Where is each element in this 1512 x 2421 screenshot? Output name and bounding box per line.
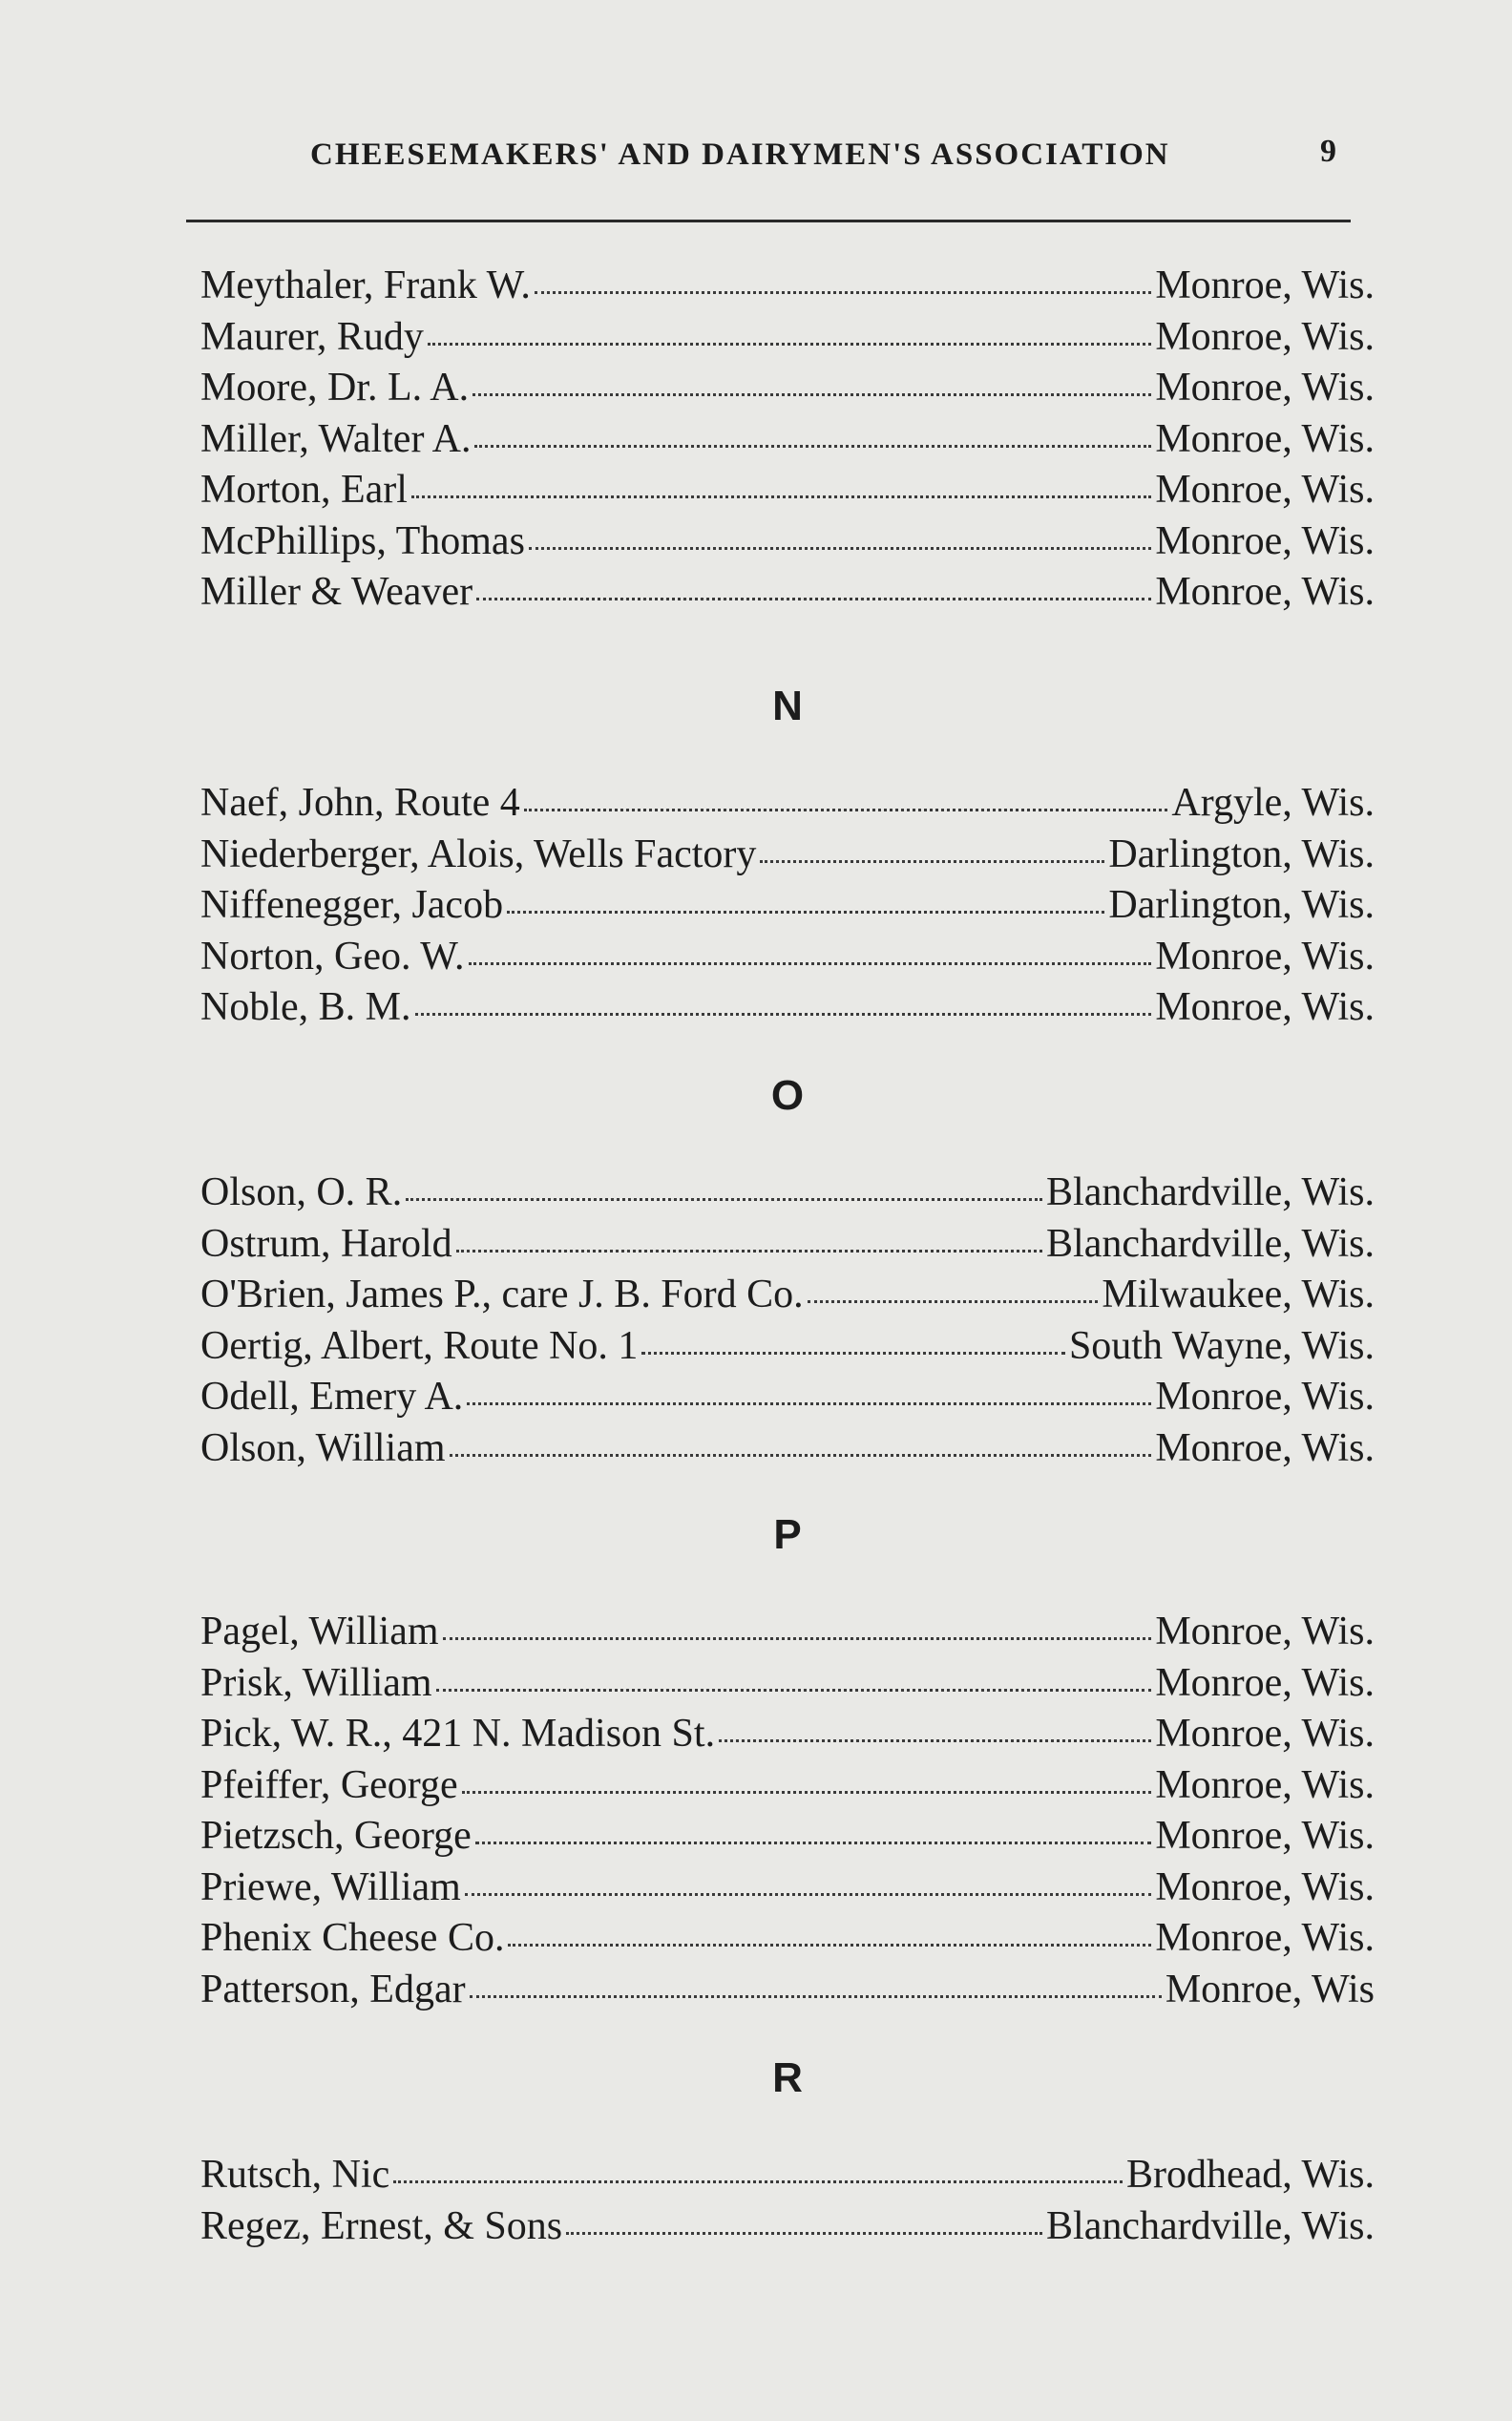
member-name: Olson, O. R. [200, 1170, 403, 1214]
dot-leader [406, 1197, 1042, 1201]
list-item [200, 518, 1375, 570]
list-item [200, 1864, 1375, 1916]
list-item [200, 365, 1375, 416]
member-location: Monroe, Wis. [1155, 263, 1375, 307]
dot-leader [470, 1994, 1162, 1998]
member-name: Miller & Weaver [200, 570, 473, 614]
dot-leader [436, 1688, 1152, 1692]
member-name: Ostrum, Harold [200, 1221, 452, 1266]
dot-leader [469, 961, 1152, 965]
member-location: Monroe, Wis. [1155, 985, 1375, 1029]
member-name: O'Brien, James P., care J. B. Ford Co. [200, 1273, 804, 1316]
member-name: Priewe, William [200, 1864, 461, 1909]
dot-leader [529, 546, 1151, 550]
section-o [200, 1063, 1375, 1476]
member-location: Monroe, Wis. [1155, 1425, 1375, 1470]
member-location: Blanchardville, Wis. [1046, 1221, 1375, 1266]
dot-leader [476, 597, 1151, 600]
dot-leader [462, 1790, 1152, 1794]
member-location: Blanchardville, Wis. [1046, 2203, 1375, 2248]
member-location: Monroe, Wis. [1155, 1864, 1375, 1909]
member-name: Olson, William [200, 1425, 446, 1470]
member-name: Norton, Geo. W. [200, 934, 465, 979]
member-location: Darlington, Wis. [1108, 883, 1375, 927]
member-name: Pick, W. R., 421 N. Madison St. [200, 1712, 716, 1756]
member-name: Prisk, William [200, 1660, 432, 1705]
dot-leader [719, 1738, 1151, 1742]
member-location: Monroe, Wis [1165, 1967, 1375, 2011]
dot-leader [474, 444, 1151, 448]
dot-leader [456, 1249, 1042, 1253]
member-name: Pagel, William [200, 1610, 439, 1653]
list-item [200, 780, 1375, 832]
list-item [200, 934, 1375, 985]
list-item [200, 263, 1375, 314]
list-item [200, 1967, 1375, 2018]
dot-leader [641, 1351, 1065, 1355]
member-name: Patterson, Edgar [200, 1967, 466, 2011]
dot-leader [535, 290, 1151, 294]
member-location: Milwaukee, Wis. [1102, 1273, 1375, 1316]
member-location: Monroe, Wis. [1155, 934, 1375, 979]
list-item [200, 416, 1375, 468]
member-name: Maurer, Rudy [200, 314, 424, 359]
member-location: Monroe, Wis. [1155, 1610, 1375, 1653]
list-item [200, 1915, 1375, 1967]
list-item [200, 1425, 1375, 1477]
list-item [200, 467, 1375, 518]
member-location: Monroe, Wis. [1155, 1814, 1375, 1858]
member-location: Monroe, Wis. [1155, 366, 1375, 410]
list-item [200, 1813, 1375, 1864]
dot-leader [467, 1401, 1151, 1405]
section-r [200, 2045, 1375, 2254]
page-header [186, 134, 1351, 222]
section-p [200, 1502, 1375, 2017]
member-location: Monroe, Wis. [1155, 570, 1375, 614]
list-item [200, 984, 1375, 1036]
member-name: Miller, Walter A. [200, 416, 472, 461]
member-name: Oertig, Albert, Route No. 1 [200, 1323, 639, 1368]
list-item [200, 1272, 1375, 1323]
section-letter: N [772, 683, 803, 729]
member-location: Darlington, Wis. [1108, 832, 1375, 876]
list-item [200, 882, 1375, 934]
member-location: Monroe, Wis. [1155, 416, 1375, 461]
member-name: Pietzsch, George [200, 1814, 472, 1858]
member-location: Monroe, Wis. [1155, 1762, 1375, 1807]
dot-leader [472, 392, 1151, 396]
member-location: Monroe, Wis. [1155, 1916, 1375, 1960]
member-name: Meythaler, Frank W. [200, 263, 531, 307]
member-name: Niffenegger, Jacob [200, 883, 504, 927]
list-item [200, 1762, 1375, 1814]
list-item [200, 1323, 1375, 1375]
dot-leader [411, 495, 1151, 498]
list-item [200, 314, 1375, 366]
member-name: Regez, Ernest, & Sons [200, 2203, 563, 2248]
member-location: Monroe, Wis. [1155, 1660, 1375, 1705]
member-location: Monroe, Wis. [1155, 1712, 1375, 1756]
member-name: Niederberger, Alois, Wells Factory [200, 832, 757, 876]
list-item [200, 2203, 1375, 2255]
dot-leader [808, 1299, 1099, 1303]
member-location: Monroe, Wis. [1155, 1375, 1375, 1419]
section-n [200, 673, 1375, 1036]
section-m [200, 263, 1375, 621]
member-name: Moore, Dr. L. A. [200, 366, 470, 410]
member-location: Monroe, Wis. [1155, 518, 1375, 563]
member-name: Noble, B. M. [200, 985, 411, 1029]
member-location: Blanchardville, Wis. [1046, 1170, 1375, 1214]
list-item [200, 1221, 1375, 1273]
dot-leader [566, 2231, 1042, 2235]
member-name: Phenix Cheese Co. [200, 1916, 505, 1960]
dot-leader [450, 1453, 1152, 1457]
member-location: Monroe, Wis. [1155, 468, 1375, 512]
list-item [200, 1711, 1375, 1762]
member-name: Pfeiffer, George [200, 1762, 458, 1807]
member-name: Naef, John, Route 4 [200, 781, 520, 825]
dot-leader [428, 342, 1151, 346]
section-letter: O [770, 1072, 805, 1119]
member-location: South Wayne, Wis. [1068, 1323, 1375, 1368]
list-item [200, 1609, 1375, 1660]
list-item [200, 1660, 1375, 1712]
running-head: CHEESEMAKERS' AND DAIRYMEN'S ASSOCIATION [310, 137, 1170, 172]
page-number: 9 [1320, 134, 1336, 169]
dot-leader [415, 1012, 1152, 1016]
list-item [200, 569, 1375, 621]
member-name: McPhillips, Thomas [200, 518, 525, 563]
member-name: Morton, Earl [200, 468, 408, 512]
section-letter: P [773, 1511, 802, 1558]
member-location: Brodhead, Wis. [1126, 2153, 1375, 2197]
list-item [200, 832, 1375, 883]
dot-leader [524, 808, 1168, 811]
dot-leader [507, 910, 1104, 914]
dot-leader [760, 859, 1104, 863]
list-item [200, 2152, 1375, 2203]
member-location: Argyle, Wis. [1171, 781, 1375, 825]
dot-leader [393, 2179, 1123, 2183]
member-name: Rutsch, Nic [200, 2153, 390, 2197]
list-item [200, 1374, 1375, 1425]
section-letter: R [772, 2054, 803, 2101]
member-name: Odell, Emery A. [200, 1375, 464, 1419]
list-item [200, 1169, 1375, 1221]
dot-leader [475, 1841, 1152, 1844]
member-location: Monroe, Wis. [1155, 314, 1375, 359]
dot-leader [508, 1943, 1151, 1947]
dot-leader [465, 1892, 1151, 1896]
dot-leader [443, 1636, 1152, 1640]
